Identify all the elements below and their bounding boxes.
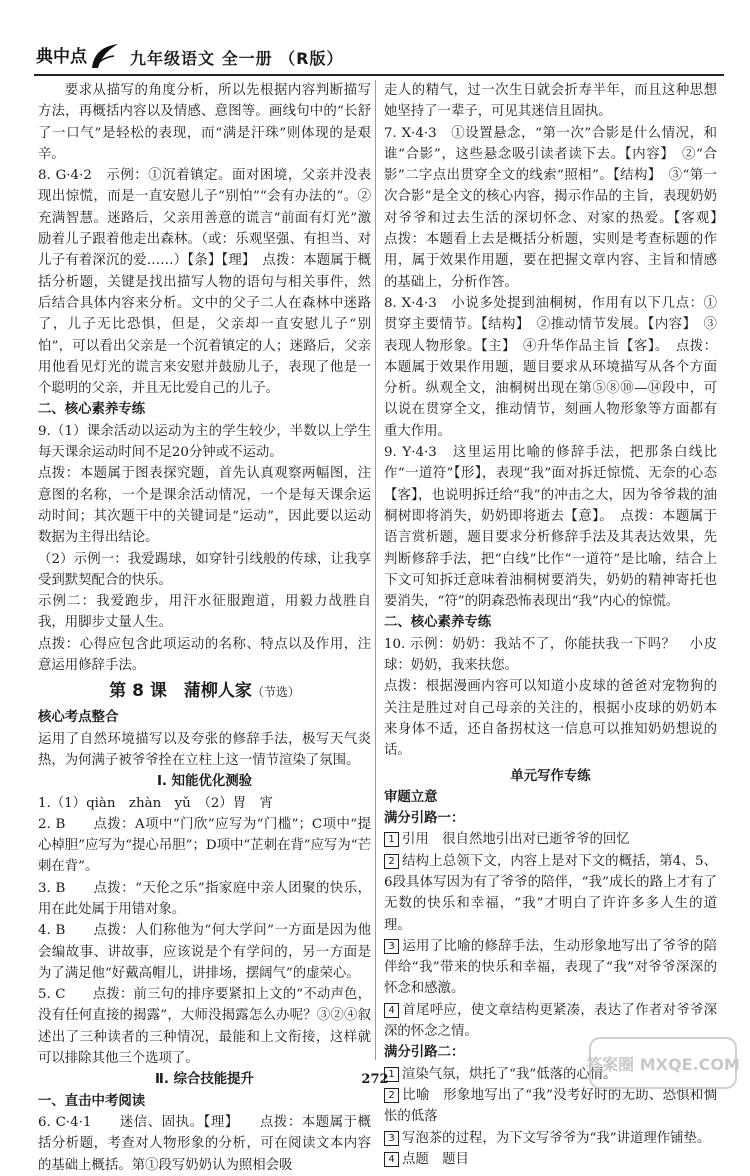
guide-two-text-4: 点题 题目 — [402, 1151, 469, 1167]
answer-4: 4. B 点拨：人们称他为“何大学问”一方面是因为他会编故事、讲故事，应该说是个有学问的，另一方面是为了满足他“好戴高帽儿，讲排场，摆阔气”的虚荣心。 — [38, 923, 371, 981]
answer-2: 2. B 点拨：A项中“门欣”应写为“门槛”；C项中“提心棹胆”应写为“提心吊胆”；D项中“芷刺在背”应写为“芒刺在背”。 — [38, 816, 372, 875]
core-points-text: 运用了自然环境描写以及夸张的修辞手法，极写天气炎热，为何满子被爷爷拴在立柱上这一情节渲染了氛围。 — [38, 731, 371, 768]
header-rule — [34, 74, 724, 76]
answer-9-right: 9. Y·4·3 这里运用比喻的修辞手法，把那条白线比作“一道符”【形】，表现“我”面对拆迁惊慌、无奈的心态【客】，也说明拆迁给“我”的冲击之大，因为爷爷栽的油桐树即将消失，奶奶即将逝去【意】。 点拨：本题属于语言赏析题，题目要求分析修辞手法及其表达效果，先判断修辞手法，把“白线”比作“一道符”是比喻，结合上下文可知拆迁意味着油桐树要消失，奶奶的精神寄托也要消失，“符”的阴森恐怖表现出“我”内心的惊慌。 — [384, 445, 717, 610]
guide-two-title: 满分引路二： — [384, 1044, 465, 1061]
item-marker-4b: 4 — [384, 1152, 399, 1167]
guide-one-item-1 — [384, 829, 717, 850]
item-marker-2: 2 — [384, 854, 399, 869]
item-marker-3: 3 — [384, 939, 399, 954]
item-marker-2b: 2 — [384, 1088, 399, 1103]
section-core-literacy: 二、核心素养专练 — [38, 402, 146, 418]
guide-two-text-2: 比喻 形象地写出了“我”没考好时的无助、恐惧和惆怅的低落 — [384, 1087, 717, 1125]
guide-one-text-1: 引用 很自然地引出对已逝爷爷的回忆 — [402, 832, 630, 848]
page-number: 272 — [361, 1072, 389, 1087]
answer-6: 6. C·4·1 迷信、固执。【理】 点拨：本题属于概括分析题，考查对人物形象的分析，可在阅读文本内容的基础上概括。第①段写奶奶认为照相会吸 — [38, 1114, 371, 1173]
section-topic: 审题立意 — [384, 789, 438, 805]
item-marker-4: 4 — [384, 1003, 399, 1018]
section-unit-writing: 单元写作专练 — [510, 768, 591, 784]
answer-7: 7. X·4·3 ①设置悬念，“第一次”合影是什么情况，和谁“合影”，这些悬念吸引读者读下去。【内容】 ②“合影”二字点出贯穿全文的线索“照相”。【结构】 ③“第一次合影”是全文的核心内容，揭示作品的主旨，表现奶奶对爷爷和过去生活的深切怀念、对家的热爱。【客观】 点拨：本题看上去是概括分析题，实则是考查标题的作用，属于效果作用题，要在把握文章内容、主旨和情感的基础上，分析作答。 — [384, 125, 731, 290]
guide-one-item-2 — [384, 851, 717, 936]
section-exam-reading: 一、直击中考阅读 — [38, 1093, 146, 1109]
tip-9-2: 点拨：心得应包含此项运动的名称、特点以及作用，注意运用修辞手法。 — [38, 636, 371, 674]
book-title: 九年级语文 全一册 （R版） — [130, 49, 344, 68]
item-marker-1b: 1 — [384, 1067, 399, 1082]
example-2: 示例二：我爱跑步，用汗水征服跑道，用毅力战胜自我，用脚步丈量人生。 — [38, 594, 371, 631]
guide-two-text-1: 渲染气氛，烘托了“我”低落的心情。 — [402, 1066, 617, 1082]
guide-one-text-3: 运用了比喻的修辞手法，生动形象地写出了爷爷的陪伴给“我”带来的快乐和幸福，表现了“我”对爷爷深深的怀念和感激。 — [384, 938, 717, 997]
guide-one-text-2: 结构上总领下文，内容上是对下文的概括，第4、5、6段具体写因为有了爷爷的陪伴，“我”成长的路上才有了无数的快乐和幸福，“我”才明白了许许多多人生的道理。 — [384, 853, 717, 933]
guide-one-title: 满分引路一： — [384, 810, 465, 827]
logo-text: 典中点 — [36, 47, 87, 67]
para-intro: 要求从描写的角度分析，所以先根据内容判断描写方法，再概括内容以及情感、意图等。画线句中的“长舒了一口气”是轻松的表现，而“满是汗珠”则体现的是艰辛。 — [38, 83, 371, 162]
guide-two-item-3 — [384, 1128, 717, 1149]
answer-8: 8. G·4·2 示例：①沉着镇定。面对困境，父亲并没表现出惊慌，而是一直安慰儿子“别怕”“会有办法的”。②充满智慧。迷路后，父亲用善意的谎言“前面有灯光”激励着儿子跟着他走出森林。（或：乐观坚强、有担当、对儿子有着深沉的爱……）【条】【理】 点拨：本题属于概括分析题，关键是找出描写人物的语句与相关事件，然后结合具体内容来分析。文中的父子二人在森林中迷路了，儿子无比恐惧，但是，父亲却一直安慰儿子“别怕”，可以看出父亲是一个沉着镇定的人；迷路后，父亲用他看见灯光的谎言来安慰并鼓励儿子，表现了他是一个聪明的父亲，并且无比爱自己的儿子。 — [38, 168, 371, 397]
answer-6-cont: 走人的精气，过一次生日就会折寿半年，而且这种思想她坚持了一辈子，可见其迷信且固执。 — [384, 83, 717, 120]
section-core-literacy-2: 二、核心素养专练 — [384, 615, 492, 631]
guide-one-text-4: 首尾呼应，使文章结构更紧凑，表达了作者对爷爷深深的怀念之情。 — [384, 1002, 717, 1040]
book-logo — [34, 40, 122, 72]
page-header — [34, 40, 724, 74]
left-column — [38, 80, 372, 1173]
guide-two-item-4 — [384, 1149, 717, 1170]
answer-10: 10. 示例：奶奶：我站不了，你能扶我一下吗？ 小皮球：奶奶，我来扶您。 — [384, 636, 717, 674]
item-marker-1: 1 — [384, 832, 399, 847]
watermark-logo — [588, 1034, 738, 1092]
guide-two-text-3: 写泡茶的过程，为下文写爷爷为“我”讲道理作铺垫。 — [402, 1130, 711, 1146]
item-marker-3b: 3 — [384, 1131, 399, 1146]
section-core-points: 核心考点整合 — [38, 710, 119, 726]
tip-9-1: 点拨：本题属于图表探究题，首先认真观察两幅图，注意图的名称，一个是课余活动情况，一个是每天课余运动时间；其次题干中的关键词是“运动”，因此要以运动数据为主得出结论。 — [38, 466, 371, 546]
column-divider — [375, 80, 376, 1060]
right-column — [384, 80, 731, 1167]
section-knowledge-test: Ⅰ. 知能优化测验 — [156, 774, 253, 790]
lesson-subtitle: （节选） — [251, 685, 300, 700]
lesson-title: 第 8 课 蒲柳人家 — [109, 681, 252, 702]
guide-one-item-3 — [384, 936, 717, 1000]
section-skills: Ⅱ. 综合技能提升 — [155, 1072, 254, 1088]
lesson-heading — [38, 676, 371, 707]
answer-9-1: 9.（1）课余活动以运动为主的学生较少，半数以上学生每天课余运动时间不足20分钟或不运动。 — [38, 423, 371, 461]
answer-9-2: （2）示例一：我爱踢球，如穿针引线般的传球，让我享受到默契配合的快乐。 — [38, 551, 371, 588]
watermark-text: 答案圈 MXQE.COM — [586, 1055, 740, 1074]
answer-8-right: 8. X·4·3 小说多处提到油桐树，作用有以下几点：①贯穿主要情节。【结构】 ②推动情节发展。【内容】 ③表现人物形象。【主】 ④升华作品主旨【客】。 点拨：本题属于效果作用题，题目要求从环境描写从各个方面分析。纵观全文，油桐树出现在第⑤⑧⑩—⑭段中，可以说在贯穿全文，推动情节，刻画人物形象等方面都有重大作用。 — [384, 295, 717, 439]
answer-3: 3. B 点拨：“天伦之乐”指家庭中亲人团聚的快乐，用在此处属于用错对象。 — [38, 880, 371, 917]
answer-1: 1.（1）qiàn zhàn yǔ （2）胃 宵 — [38, 795, 273, 811]
tip-10: 点拨：根据漫画内容可以知道小皮球的爸爸对宠物狗的关注是胜过对自己母亲的关注的，根据小皮球的奶奶本来身体不适，还自备拐杖这一信息可以推知奶奶想说的话。 — [384, 679, 717, 759]
answer-5: 5. C 点拨：前三句的排序要紧扣上文的“不动声色，没有任何直接的揭露”，大师没揭露怎么办呢？③②④叙述出了三种读者的三种情况，最能和上文衔接，这样就可以排除其他三个选项了。 — [38, 987, 371, 1067]
